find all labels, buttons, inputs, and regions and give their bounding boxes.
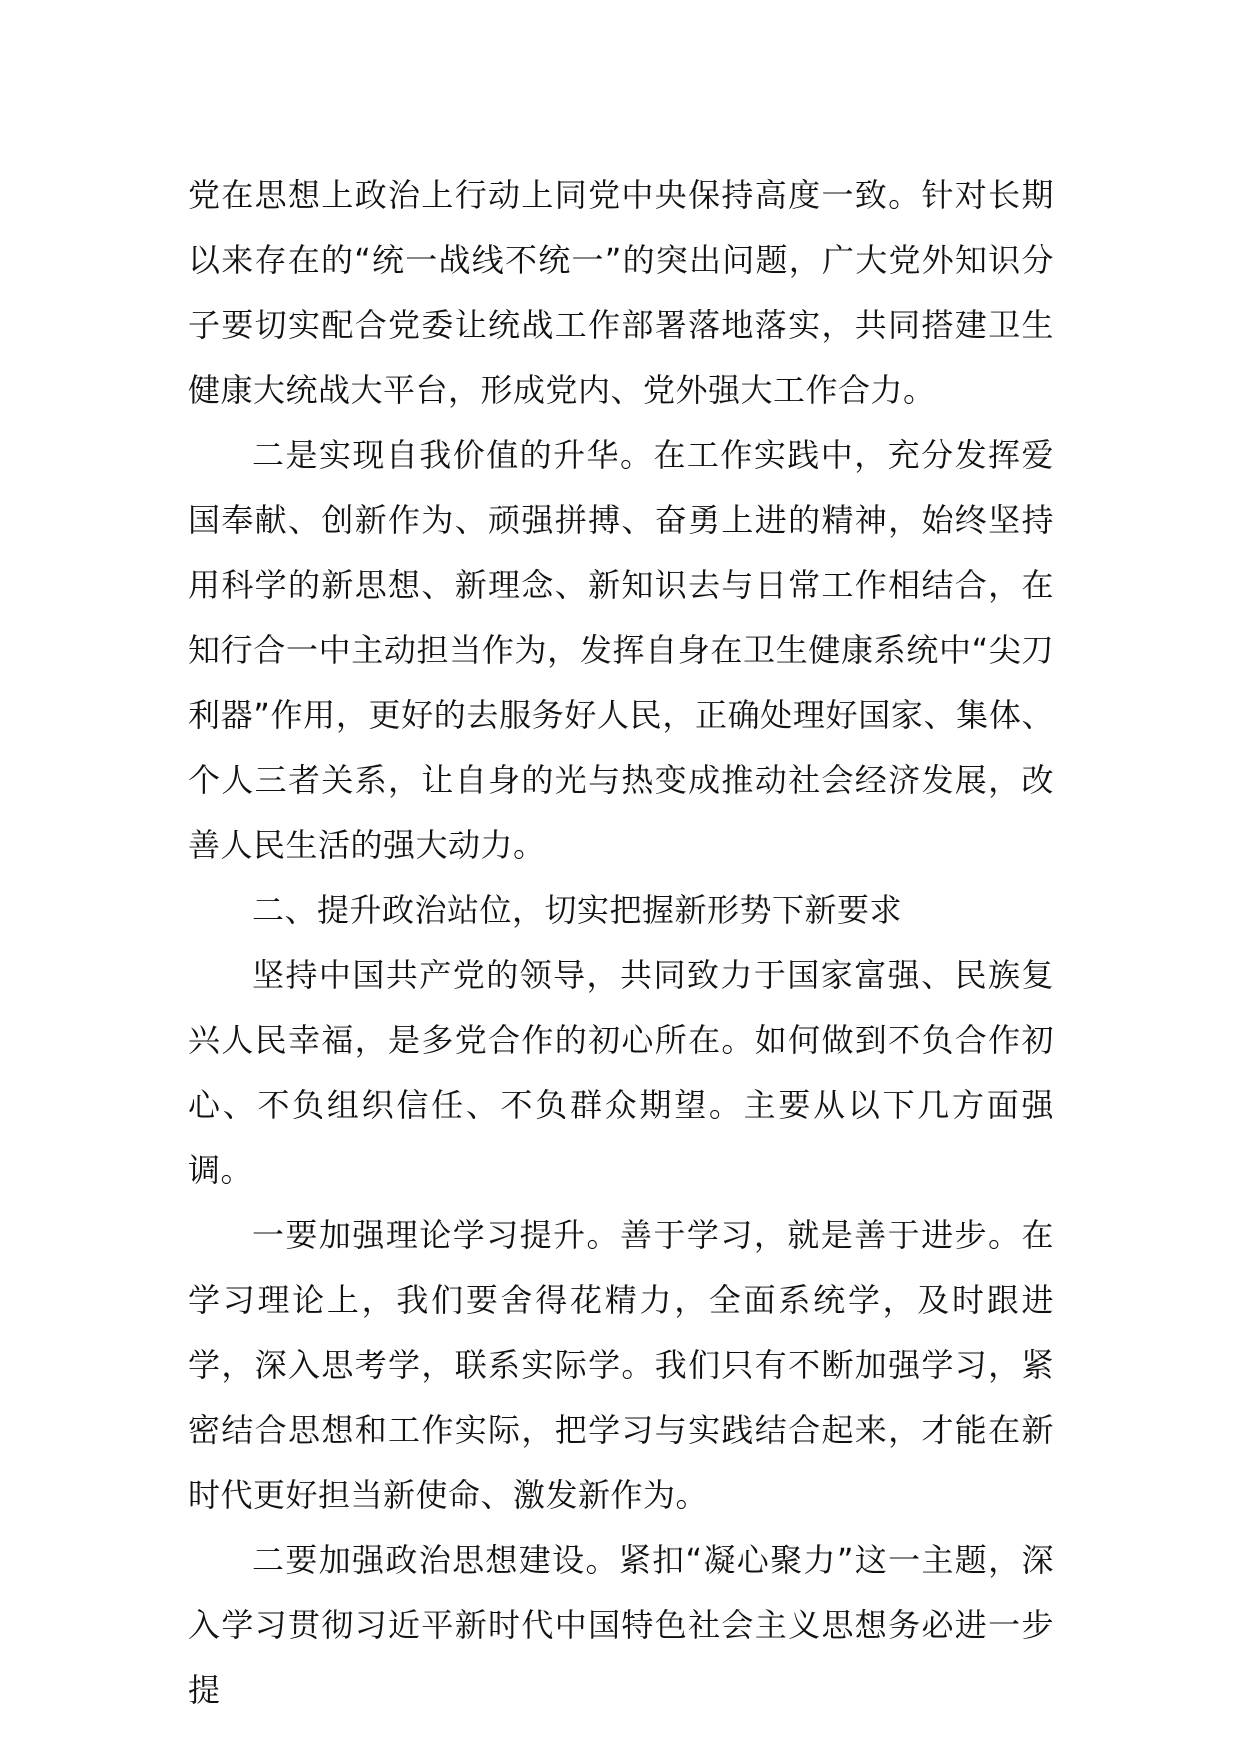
paragraph-self-value: 二是实现自我价值的升华。在工作实践中，充分发挥爱国奉献、创新作为、顽强拼搏、奋勇上进的精神，始终坚持用科学的新思想、新理念、新知识去与日常工作相结合，在知行合一中主动担当作为，发挥自身在卫生健康系统中“尖刀利器”作用，更好的去服务好人民，正确处理好国家、集体、个人三者关系，让自身的光与热变成推动社会经济发展，改善人民生活的强大动力。 (188, 436, 1054, 864)
paragraph-united-front: 党在思想上政治上行动上同党中央保持高度一致。针对长期以来存在的“统一战线不统一”的突出问题，广大党外知识分子要切实配合党委让统战工作部署落地落实，共同搭建卫生健康大统战大平台，形成党内、党外强大工作合力。 (188, 176, 1054, 409)
paragraph-theory-study: 一要加强理论学习提升。善于学习，就是善于进步。在学习理论上，我们要舍得花精力，全面系统学，及时跟进学，深入思考学，联系实际学。我们只有不断加强学习，紧密结合思想和工作实际，把学习与实践结合起来，才能在新时代更好担当新使命、激发新作为。 (188, 1216, 1054, 1514)
document-body (188, 163, 1054, 1723)
section-heading-political-stance: 二、提升政治站位，切实把握新形势下新要求 (252, 891, 903, 929)
paragraph-party-leadership: 坚持中国共产党的领导，共同致力于国家富强、民族复兴人民幸福，是多党合作的初心所在。如何做到不负合作初心、不负组织信任、不负群众期望。主要从以下几方面强调。 (188, 956, 1054, 1189)
paragraph-political-thought: 二要加强政治思想建设。紧扣“凝心聚力”这一主题，深入学习贯彻习近平新时代中国特色社会主义思想务必进一步提 (188, 1541, 1054, 1709)
